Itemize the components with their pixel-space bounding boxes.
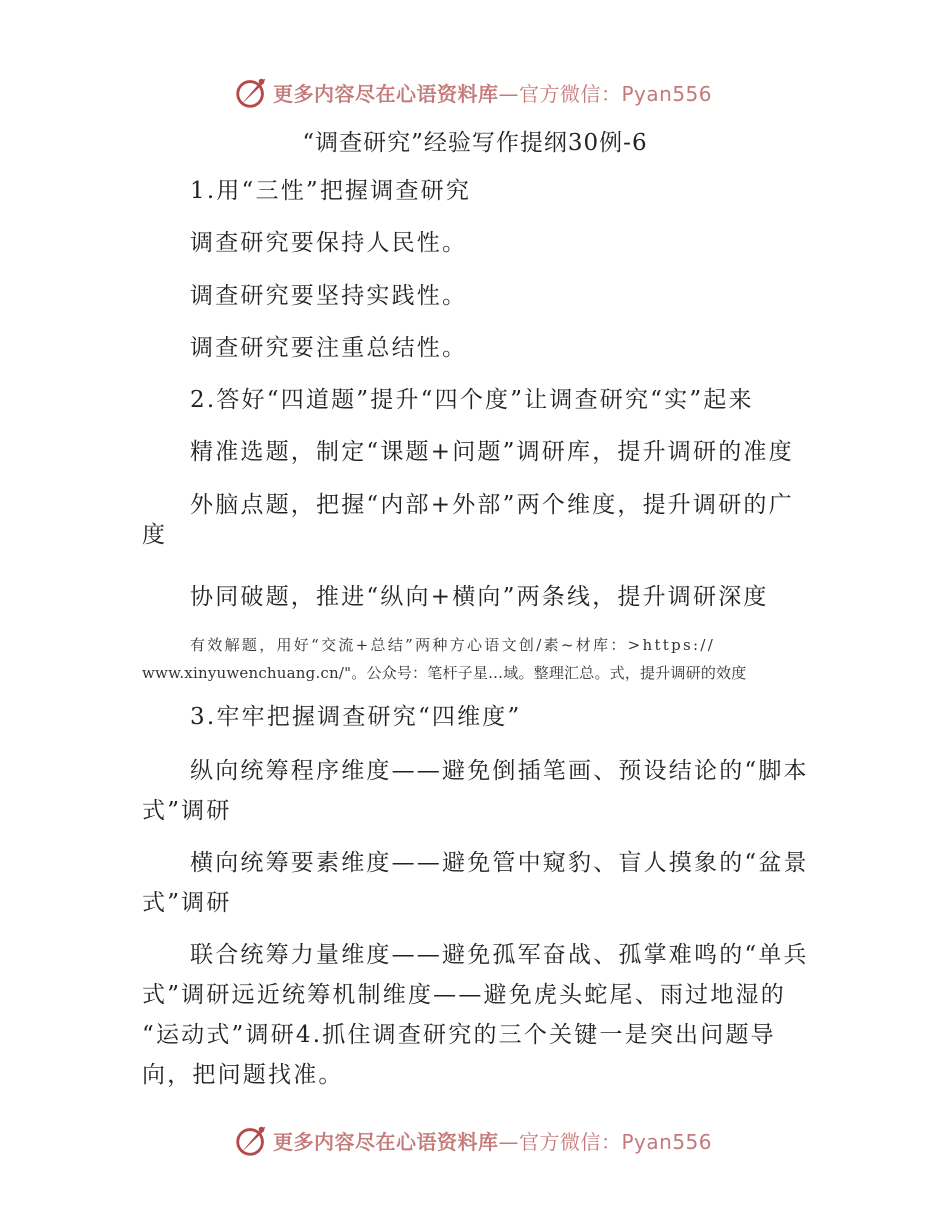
footer-banner: [233, 1120, 712, 1160]
banner-main-text: 更多内容尽在心语资料库: [273, 1129, 499, 1154]
header-banner: [233, 72, 712, 112]
banner-text: [273, 78, 712, 107]
paragraph: 调查研究要坚持实践性。: [190, 283, 468, 309]
watermark-line: 有效解题，用好“交流+总结”两种方心语文创/素~材库：>https://: [190, 636, 716, 654]
paragraph-line: “运动式”调研4.抓住调查研究的三个关键一是突出问题导: [142, 1022, 776, 1048]
heading-2: 2.答好“四道题”提升“四个度”让调查研究“实”起来: [190, 387, 754, 413]
paragraph-line: 式”调研远近统筹机制维度——避免虎头蛇尾、雨过地湿的: [142, 982, 786, 1008]
paragraph-line: 式”调研: [142, 890, 232, 916]
heading-1: 1.用“三性”把握调查研究: [190, 178, 472, 204]
banner-main-text: 更多内容尽在心语资料库: [273, 81, 499, 106]
paragraph: 精准选题，制定“课题+问题”调研库，提升调研的准度: [190, 439, 794, 465]
quill-logo-icon: [233, 73, 271, 111]
banner-dash: —: [498, 1129, 519, 1154]
quill-logo-icon: [233, 1121, 271, 1159]
paragraph: 调查研究要保持人民性。: [190, 230, 468, 256]
paragraph-line: 联合统筹力量维度——避免孤军奋战、孤掌难鸣的“单兵: [190, 942, 809, 968]
document-title: “调查研究”经验写作提纲30例-6: [302, 130, 648, 156]
paragraph: [142, 756, 810, 826]
banner-text: [273, 1126, 712, 1155]
paragraph-line: 度: [142, 522, 168, 548]
paragraph-line: 纵向统筹程序维度——避免倒插笔画、预设结论的“脚本: [190, 758, 809, 784]
paragraph-line: 横向统筹要素维度——避免管中窥豹、盲人摸象的“盆景: [190, 850, 809, 876]
paragraph: 调查研究要注重总结性。: [190, 335, 468, 361]
paragraph: [142, 490, 810, 550]
banner-dash: —: [498, 81, 519, 106]
paragraph: [142, 940, 810, 1090]
paragraph-line: 式”调研: [142, 798, 232, 824]
heading-3: 3.牢牢把握调查研究“四维度”: [190, 704, 522, 730]
paragraph: [142, 848, 810, 918]
watermark-line: www.xinyuwenchuang.cn/"。公众号：笔杆子星…域。整理汇总。式，提升调研的效度: [142, 664, 747, 682]
paragraph: 协同破题，推进“纵向+横向”两条线，提升调研深度: [190, 584, 769, 610]
banner-wechat: 官方微信：Pyan556: [519, 81, 713, 106]
paragraph-line: 向，把问题找准。: [142, 1062, 344, 1088]
paragraph-line: 外脑点题，把握“内部+外部”两个维度，提升调研的广: [190, 492, 794, 518]
banner-wechat: 官方微信：Pyan556: [519, 1129, 713, 1154]
